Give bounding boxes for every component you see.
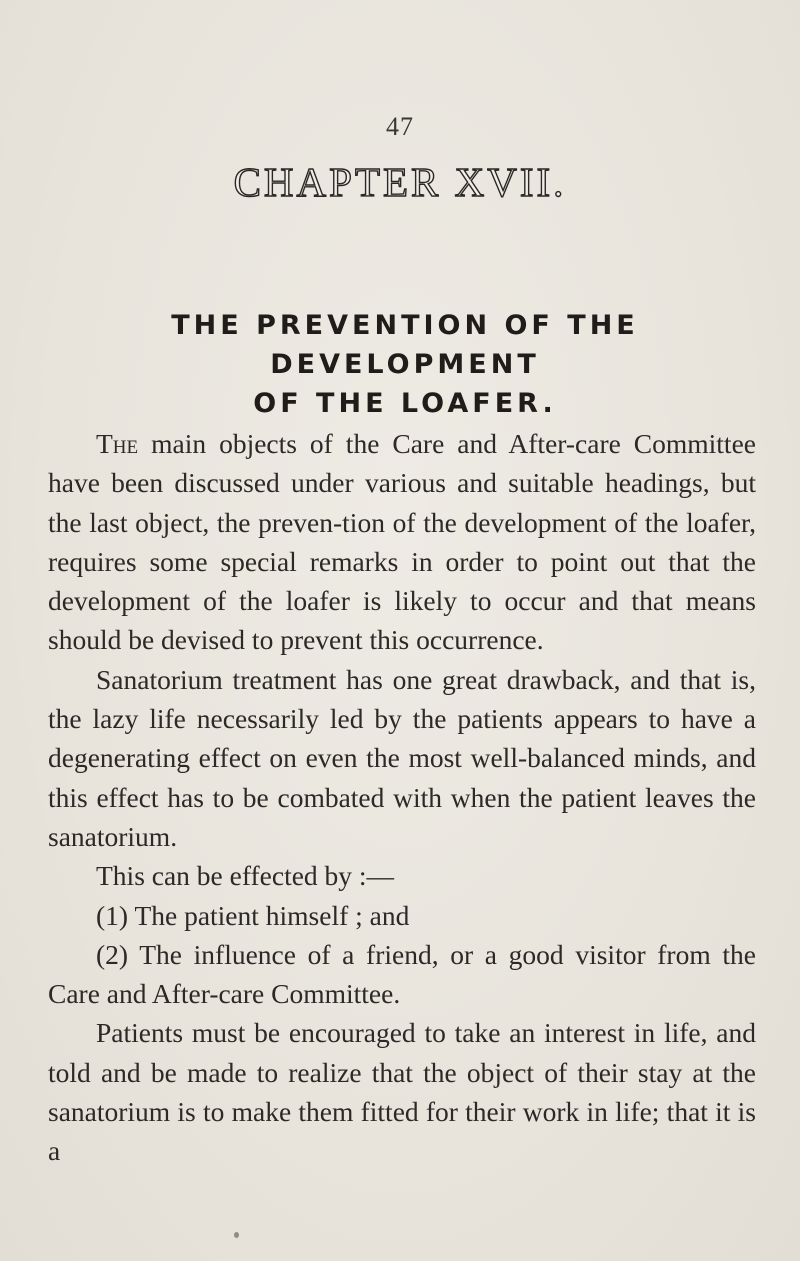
paragraph-2: Sanatorium treatment has one great drawback, and that is, the lazy life necessarily led by the patients appears to have a degenerating effect on even the most well-balanced minds, and this effect has to be combated with when the patient leaves the sanatorium.	[48, 663, 756, 852]
paragraph-1-lead: The	[96, 428, 139, 459]
ink-speck	[234, 1232, 239, 1238]
paragraph-3: This can be effected by :—	[96, 860, 395, 892]
paragraph-1	[48, 424, 756, 660]
paragraph-1-text: main objects of the Care and After-care Committee have been discussed under various and suitable headings, but the last object, the preven-tion of the development of the loafer, requires some special remarks in order to point out that the development of the loafer is likely to occur and that means should be devised to prevent this occurrence.	[48, 428, 756, 656]
chapter-title-line-2: OF THE LOAFER.	[253, 388, 557, 419]
paragraph-6: Patients must be encouraged to take an interest in life, and told and be made to realize that the object of their stay at the sanatorium is to make them fitted for their work in life; that it is a	[48, 1017, 756, 1167]
chapter-title-line-1: THE PREVENTION OF THE DEVELOPMENT	[171, 310, 639, 380]
page-number: 47	[386, 112, 414, 141]
chapter-heading: CHAPTER XVII.	[233, 159, 567, 205]
body-text	[48, 424, 756, 1171]
chapter-title	[60, 306, 750, 423]
paragraph-5: (2) The influence of a friend, or a good visitor from the Care and After-care Committee.	[48, 938, 756, 1010]
paragraph-4: (1) The patient himself ; and	[96, 899, 410, 931]
